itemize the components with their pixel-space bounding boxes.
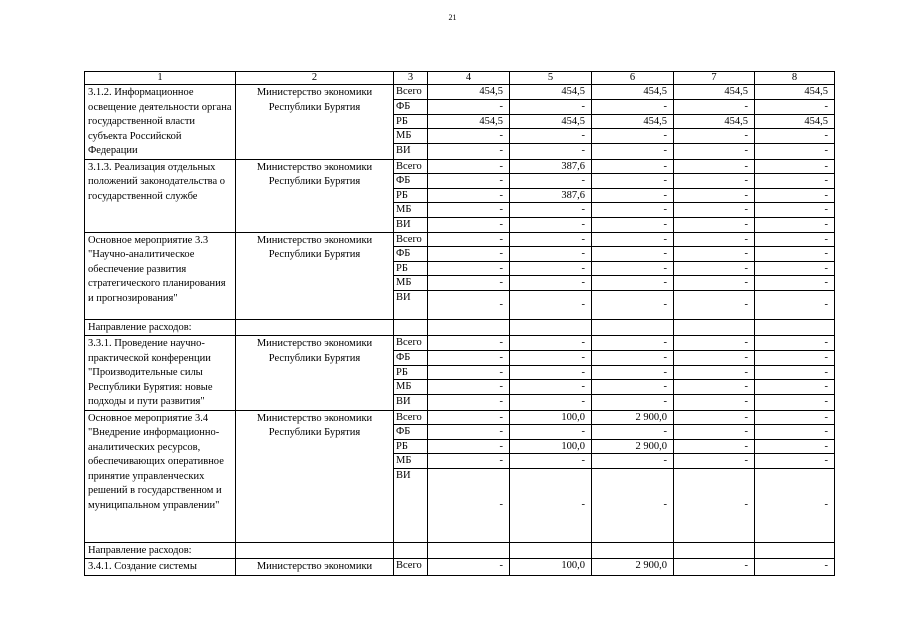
value-cell: -	[674, 468, 755, 542]
value-cell: -	[510, 99, 592, 114]
value-cell: -	[428, 129, 510, 144]
value-cell: -	[510, 350, 592, 365]
value-cell: -	[674, 217, 755, 232]
value-cell: -	[755, 129, 835, 144]
value-cell: -	[755, 454, 835, 469]
table-row	[85, 232, 835, 247]
empty-cell	[394, 319, 428, 336]
value-cell: -	[592, 395, 674, 410]
direction-row	[85, 542, 835, 559]
value-cell: -	[755, 217, 835, 232]
value-cell: -	[428, 350, 510, 365]
measure-description: 3.1.3. Реализация отдельных положений законодательства о государственной службе	[85, 159, 236, 232]
value-cell: 454,5	[674, 114, 755, 129]
funding-source: РБ	[394, 365, 428, 380]
executor: Министерство экономики Республики Бурятия	[236, 159, 394, 232]
funding-source: Всего	[394, 159, 428, 174]
value-cell: -	[755, 174, 835, 189]
value-cell: -	[428, 232, 510, 247]
measure-description: 3.3.1. Проведение научно-практической конференции "Производительные силы Республики Бурятия: новые подходы и пути развития"	[85, 336, 236, 411]
value-cell: -	[510, 336, 592, 351]
value-cell: -	[510, 144, 592, 159]
value-cell: -	[428, 174, 510, 189]
value-cell: -	[755, 410, 835, 425]
value-cell: -	[428, 217, 510, 232]
direction-label: Направление расходов:	[85, 542, 236, 559]
value-cell: -	[592, 380, 674, 395]
funding-source: ФБ	[394, 350, 428, 365]
executor: Министерство экономики Республики Бурятия	[236, 85, 394, 160]
value-cell: -	[428, 188, 510, 203]
value-cell: 454,5	[592, 114, 674, 129]
value-cell: -	[592, 336, 674, 351]
funding-source: Всего	[394, 336, 428, 351]
value-cell: -	[428, 261, 510, 276]
value-cell: -	[510, 290, 592, 319]
direction-row	[85, 319, 835, 336]
value-cell: -	[510, 365, 592, 380]
value-cell: -	[755, 559, 835, 576]
column-header-3: 3	[394, 72, 428, 85]
table-row	[85, 159, 835, 174]
value-cell: 454,5	[428, 114, 510, 129]
column-header-7: 7	[674, 72, 755, 85]
column-header-5: 5	[510, 72, 592, 85]
value-cell: -	[510, 395, 592, 410]
value-cell: -	[755, 439, 835, 454]
value-cell: -	[755, 380, 835, 395]
value-cell: -	[674, 350, 755, 365]
value-cell: 387,6	[510, 188, 592, 203]
table-row	[85, 559, 835, 576]
value-cell: -	[674, 290, 755, 319]
value-cell: -	[428, 410, 510, 425]
funding-source: ФБ	[394, 99, 428, 114]
value-cell: -	[510, 468, 592, 542]
funding-source: РБ	[394, 114, 428, 129]
value-cell: -	[428, 454, 510, 469]
value-cell: -	[674, 380, 755, 395]
value-cell: -	[674, 99, 755, 114]
empty-cell	[428, 542, 510, 559]
funding-source: ФБ	[394, 174, 428, 189]
value-cell: -	[674, 261, 755, 276]
funding-source: РБ	[394, 439, 428, 454]
funding-source: МБ	[394, 129, 428, 144]
value-cell: -	[755, 203, 835, 218]
measure-description: 3.1.2. Информационное освещение деятельности органа государственной власти субъекта Российской Федерации	[85, 85, 236, 160]
value-cell: -	[592, 247, 674, 262]
value-cell: -	[755, 350, 835, 365]
value-cell: -	[510, 174, 592, 189]
value-cell: -	[674, 174, 755, 189]
value-cell: -	[755, 188, 835, 203]
empty-cell	[592, 319, 674, 336]
value-cell: -	[428, 336, 510, 351]
value-cell: -	[674, 247, 755, 262]
value-cell: -	[674, 203, 755, 218]
column-header-4: 4	[428, 72, 510, 85]
value-cell: -	[674, 559, 755, 576]
column-header-6: 6	[592, 72, 674, 85]
header-row	[85, 72, 835, 85]
funding-source: ФБ	[394, 247, 428, 262]
value-cell: -	[755, 336, 835, 351]
value-cell: -	[428, 425, 510, 440]
value-cell: -	[428, 159, 510, 174]
value-cell: -	[755, 247, 835, 262]
value-cell: -	[428, 203, 510, 218]
value-cell: -	[592, 99, 674, 114]
value-cell: -	[592, 174, 674, 189]
value-cell: -	[428, 468, 510, 542]
measure-description: Основное мероприятие 3.3 "Научно-аналитическое обеспечение развития стратегического планирования и прогнозирования"	[85, 232, 236, 319]
value-cell: -	[428, 276, 510, 291]
value-cell: 454,5	[755, 85, 835, 100]
value-cell: -	[592, 159, 674, 174]
budget-table	[84, 71, 835, 576]
measure-description: 3.4.1. Создание системы	[85, 559, 236, 576]
empty-cell	[510, 319, 592, 336]
value-cell: -	[592, 144, 674, 159]
value-cell: -	[592, 276, 674, 291]
value-cell: -	[674, 425, 755, 440]
value-cell: -	[510, 217, 592, 232]
value-cell: -	[510, 247, 592, 262]
funding-source: ВИ	[394, 468, 428, 542]
value-cell: -	[674, 159, 755, 174]
direction-label: Направление расходов:	[85, 319, 236, 336]
value-cell: -	[428, 559, 510, 576]
value-cell: -	[674, 336, 755, 351]
value-cell: -	[755, 232, 835, 247]
column-header-1: 1	[85, 72, 236, 85]
value-cell: -	[755, 290, 835, 319]
value-cell: -	[510, 425, 592, 440]
measure-description: Основное мероприятие 3.4 "Внедрение информационно-аналитических ресурсов, обеспечивающих оперативное принятие управленческих решений в государственном и муниципальном управлении"	[85, 410, 236, 542]
value-cell: -	[755, 144, 835, 159]
value-cell: -	[592, 290, 674, 319]
funding-source: ВИ	[394, 290, 428, 319]
value-cell: 100,0	[510, 439, 592, 454]
value-cell: -	[510, 380, 592, 395]
value-cell: -	[510, 129, 592, 144]
value-cell: -	[428, 290, 510, 319]
value-cell: -	[428, 247, 510, 262]
column-header-8: 8	[755, 72, 835, 85]
value-cell: -	[592, 188, 674, 203]
value-cell: -	[592, 232, 674, 247]
funding-source: РБ	[394, 188, 428, 203]
value-cell: 2 900,0	[592, 439, 674, 454]
value-cell: 454,5	[755, 114, 835, 129]
value-cell: -	[674, 365, 755, 380]
value-cell: -	[755, 276, 835, 291]
value-cell: 454,5	[428, 85, 510, 100]
funding-source: Всего	[394, 410, 428, 425]
value-cell: -	[592, 365, 674, 380]
executor: Министерство экономики Республики Бурятия	[236, 410, 394, 542]
funding-source: МБ	[394, 203, 428, 218]
table-row	[85, 336, 835, 351]
value-cell: 387,6	[510, 159, 592, 174]
empty-cell	[236, 319, 394, 336]
value-cell: -	[428, 144, 510, 159]
value-cell: -	[592, 261, 674, 276]
value-cell: 100,0	[510, 559, 592, 576]
value-cell: 2 900,0	[592, 410, 674, 425]
value-cell: -	[592, 217, 674, 232]
funding-source: МБ	[394, 276, 428, 291]
value-cell: -	[674, 188, 755, 203]
value-cell: -	[674, 232, 755, 247]
funding-source: РБ	[394, 261, 428, 276]
value-cell: -	[428, 439, 510, 454]
value-cell: -	[510, 203, 592, 218]
empty-cell	[592, 542, 674, 559]
table-row	[85, 410, 835, 425]
funding-source: МБ	[394, 380, 428, 395]
funding-source: ВИ	[394, 395, 428, 410]
empty-cell	[674, 542, 755, 559]
value-cell: -	[755, 159, 835, 174]
value-cell: -	[592, 203, 674, 218]
value-cell: -	[755, 425, 835, 440]
value-cell: 100,0	[510, 410, 592, 425]
value-cell: -	[755, 365, 835, 380]
empty-cell	[510, 542, 592, 559]
value-cell: -	[428, 380, 510, 395]
value-cell: -	[592, 468, 674, 542]
executor: Министерство экономики	[236, 559, 394, 576]
funding-source: ФБ	[394, 425, 428, 440]
value-cell: 454,5	[592, 85, 674, 100]
value-cell: -	[674, 410, 755, 425]
value-cell: 2 900,0	[592, 559, 674, 576]
funding-source: МБ	[394, 454, 428, 469]
value-cell: -	[674, 144, 755, 159]
value-cell: -	[755, 99, 835, 114]
executor: Министерство экономики Республики Бурятия	[236, 232, 394, 319]
value-cell: -	[674, 439, 755, 454]
value-cell: -	[428, 365, 510, 380]
value-cell: 454,5	[510, 114, 592, 129]
value-cell: -	[510, 232, 592, 247]
value-cell: -	[510, 454, 592, 469]
value-cell: -	[755, 395, 835, 410]
value-cell: -	[592, 425, 674, 440]
column-header-2: 2	[236, 72, 394, 85]
funding-source: Всего	[394, 559, 428, 576]
funding-source: Всего	[394, 85, 428, 100]
value-cell: 454,5	[674, 85, 755, 100]
empty-cell	[674, 319, 755, 336]
empty-cell	[755, 319, 835, 336]
value-cell: -	[755, 468, 835, 542]
executor: Министерство экономики Республики Бурятия	[236, 336, 394, 411]
funding-source: ВИ	[394, 144, 428, 159]
value-cell: 454,5	[510, 85, 592, 100]
empty-cell	[236, 542, 394, 559]
value-cell: -	[674, 129, 755, 144]
empty-cell	[394, 542, 428, 559]
table-row	[85, 85, 835, 100]
funding-source: ВИ	[394, 217, 428, 232]
value-cell: -	[755, 261, 835, 276]
value-cell: -	[428, 395, 510, 410]
value-cell: -	[674, 276, 755, 291]
value-cell: -	[510, 276, 592, 291]
funding-source: Всего	[394, 232, 428, 247]
value-cell: -	[428, 99, 510, 114]
empty-cell	[428, 319, 510, 336]
value-cell: -	[592, 454, 674, 469]
page-number: 21	[448, 13, 457, 22]
empty-cell	[755, 542, 835, 559]
value-cell: -	[674, 454, 755, 469]
value-cell: -	[592, 350, 674, 365]
value-cell: -	[592, 129, 674, 144]
value-cell: -	[510, 261, 592, 276]
value-cell: -	[674, 395, 755, 410]
